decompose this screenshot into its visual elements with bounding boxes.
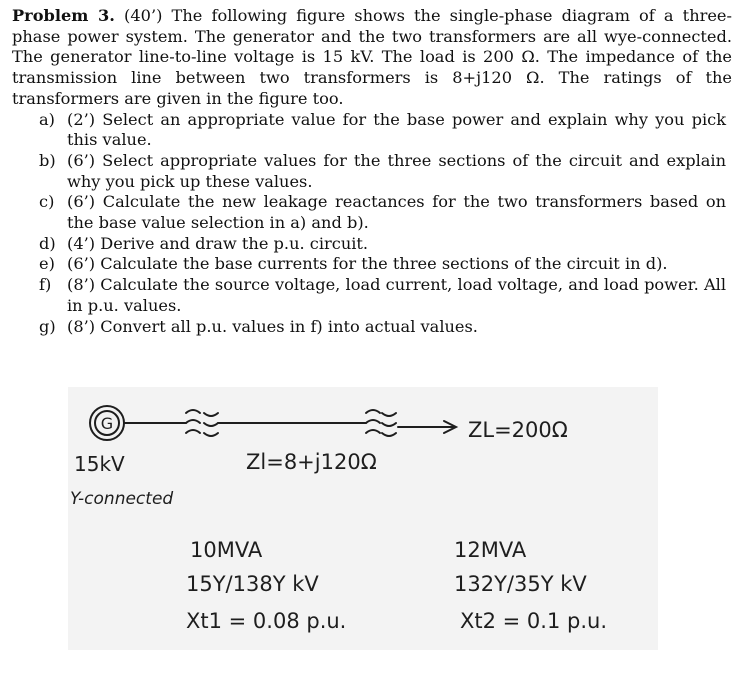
part-marker: e) [39,254,55,274]
part-text: (8’) Calculate the source voltage, load current, load voltage, and load power. All in p.u. values. [67,275,726,315]
part-marker: a) [39,109,55,129]
part-a [12,110,732,151]
t2-voltage: 132Y/35Y kV [454,572,587,596]
part-text: (6’) Select appropriate values for the three sections of the circuit and explain why you pick up these values. [67,150,726,191]
part-marker: f) [39,275,52,295]
circuit-diagram [68,387,658,650]
part-text: (8’) Convert all p.u. values in f) into actual values. [67,316,478,336]
problem-label: Problem 3. [12,6,115,25]
part-text: (4’) Derive and draw the p.u. circuit. [67,233,369,253]
load-impedance: ZL=200Ω [468,418,568,442]
t1-voltage: 15Y/138Y kV [186,572,319,596]
part-marker: b) [39,150,56,170]
part-marker: g) [39,316,56,336]
part-marker: d) [39,233,56,253]
part-marker: c) [39,192,55,212]
part-text: (2’) Select an appropriate value for the base power and explain why you pick this value. [67,109,726,150]
part-g [12,317,732,338]
circuit-figure [68,387,658,650]
t2-primary-coil [366,410,380,433]
t1-rating: 10MVA [190,538,263,562]
part-c [12,192,732,233]
parts-list [12,110,732,338]
t1-reactance: Xt1 = 0.08 p.u. [186,609,347,633]
problem-intro [12,6,732,110]
t2-secondary-coil [382,413,396,436]
t2-rating: 12MVA [454,538,527,562]
part-d [12,234,732,255]
part-text: (6’) Calculate the base currents for the three sections of the circuit in d). [67,254,668,274]
part-e [12,254,732,275]
generator-connection: Y-connected [70,489,174,509]
line-impedance: Zl=8+j120Ω [246,450,377,474]
t2-reactance: Xt2 = 0.1 p.u. [460,609,607,633]
generator-voltage: 15kV [74,452,125,476]
problem-text [12,6,732,337]
part-b [12,151,732,192]
generator-label: G [100,414,114,433]
part-f [12,275,732,316]
part-text: (6’) Calculate the new leakage reactances for the two transformers based on the base value selection in a) and b). [67,192,726,233]
t1-secondary-coil [204,413,218,436]
problem-intro-text: (40’) The following figure shows the single-phase diagram of a three-phase power system. The generator and the two transformers are all wye-connected. The generator line-to-line voltage is 15 kV. The load is 200 Ω. The impedance of the transmission line between two transformers is 8+j120 Ω. The ratings of the transformers are given in the figure too. [12,6,732,108]
t1-primary-coil [186,410,200,433]
